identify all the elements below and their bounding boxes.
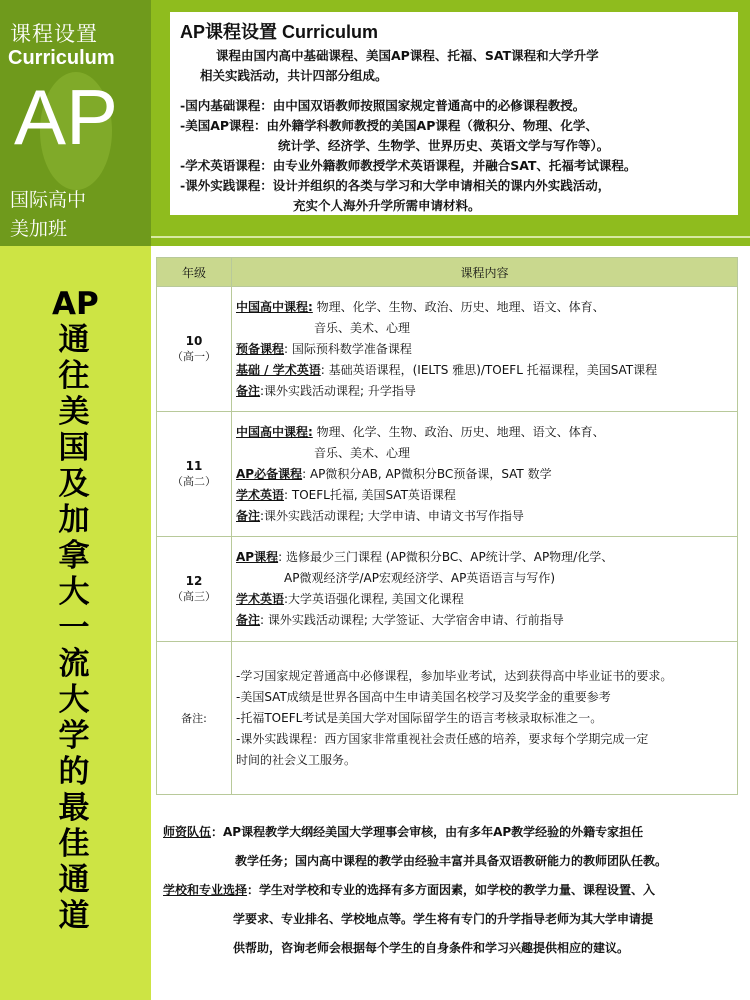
faculty-line2: 教学任务；国内高中课程的教学由经验丰富并具备双语教研能力的教师团队任教。 xyxy=(235,854,668,868)
footer-notes xyxy=(163,818,738,963)
notes-label-cell xyxy=(157,642,232,795)
course-line: 音乐、美术、心理 xyxy=(314,445,411,460)
course-line: 学术英语:大学英语强化课程, 美国文化课程 xyxy=(236,592,464,606)
note-line: -托福TOEFL考试是美国大学对国际留学生的语言考核录取标准之一。 xyxy=(236,710,603,725)
grade-label: （高二） xyxy=(172,475,216,488)
grade-cell xyxy=(157,412,232,537)
school-line1: 学校和专业选择：学生对学校和专业的选择有多方面因素，如学校的教学力量、课程设置、入 xyxy=(163,883,656,897)
curriculum-header-box xyxy=(0,0,151,246)
notes-label: 备注: xyxy=(181,712,207,725)
table-row xyxy=(157,537,738,642)
curriculum-heading: 课程设置 xyxy=(10,22,98,46)
course-line: AP课程: 选修最少三门课程 (AP微积分BC、AP统计学、AP物理/化学、 xyxy=(236,550,614,564)
school-label: 学校和专业选择 xyxy=(163,883,248,897)
faculty-line1: 师资队伍：AP课程教学大纲经美国大学理事会审核，由有多年AP教学经验的外籍专家担任 xyxy=(163,825,644,839)
intro-bullet-practice-cont: 充实个人海外升学所需申请材料。 xyxy=(293,198,481,213)
grade-label: （高一） xyxy=(172,350,216,363)
grade-label: （高三） xyxy=(172,590,216,603)
course-content-cell xyxy=(232,287,738,412)
table-row xyxy=(157,287,738,412)
course-table xyxy=(156,257,738,795)
program-caption-line2: 美加班 xyxy=(10,218,68,240)
course-line: 备注: 课外实践活动课程; 大学签证、大学宿舍申请、行前指导 xyxy=(236,613,564,627)
curriculum-subheading: Curriculum xyxy=(8,47,115,69)
vertical-slogan: AP通往美国及加拿大一流大学的最佳通道 xyxy=(52,286,99,934)
faculty-label: 师资队伍 xyxy=(163,825,212,839)
note-line: -美国SAT成绩是世界各国高中生申请美国名校学习及奖学金的重要参考 xyxy=(236,689,611,704)
intro-bullet-ap-cont: 统计学、经济学、生物学、世界历史、英语文学与写作等）。 xyxy=(278,138,610,153)
intro-summary-line1: 课程由国内高中基础课程、美国AP课程、托福、SAT课程和大学升学 xyxy=(216,48,599,63)
course-line: 中国高中课程: 物理、化学、生物、政治、历史、地理、语文、体育、 xyxy=(236,424,605,439)
table-header-row xyxy=(157,258,738,287)
course-line: 学术英语: TOEFL托福, 美国SAT英语课程 xyxy=(236,487,456,502)
header-grade: 年级 xyxy=(157,258,232,287)
grade-cell xyxy=(157,537,232,642)
ap-big-letters: AP xyxy=(14,73,119,161)
course-line: 预备课程: 国际预科数学准备课程 xyxy=(236,341,412,356)
course-line: 中国高中课程: 物理、化学、生物、政治、历史、地理、语文、体育、 xyxy=(236,299,605,314)
program-caption-line1: 国际高中 xyxy=(10,189,87,211)
intro-title: AP课程设置 Curriculum xyxy=(180,22,379,42)
course-line: 基础 / 学术英语: 基础英语课程，(IELTS 雅思)/TOEFL 托福课程，美国SAT课程 xyxy=(236,362,658,377)
intro-summary-line2: 相关实践活动，共计四部分组成。 xyxy=(200,68,388,83)
grade-number: 10 xyxy=(185,334,203,348)
notes-content-cell xyxy=(232,642,738,795)
table-row xyxy=(157,412,738,537)
course-line: AP微观经济学/AP宏观经济学、AP英语语言与写作) xyxy=(284,571,556,585)
grade-cell xyxy=(157,287,232,412)
grade-number: 12 xyxy=(185,574,203,588)
course-content-cell xyxy=(232,537,738,642)
intro-bullet-practice: -课外实践课程：设计并组织的各类与学习和大学申请相关的课内外实践活动， xyxy=(180,178,611,193)
intro-bullet-english: -学术英语课程：由专业外籍教师教授学术英语课程，并融合SAT、托福考试课程。 xyxy=(180,158,637,173)
intro-panel xyxy=(170,12,738,215)
note-line: 时间的社会义工服务。 xyxy=(236,752,357,767)
course-line: 音乐、美术、心理 xyxy=(314,320,411,335)
banner-divider xyxy=(151,236,750,238)
school-line2: 学要求、专业排名、学校地点等。学生将有专门的升学指导老师为其大学申请提 xyxy=(233,912,654,926)
course-content-cell xyxy=(232,412,738,537)
course-line: 备注:课外实践活动课程; 升学指导 xyxy=(236,383,416,398)
school-line3: 供帮助，咨询老师会根据每个学生的自身条件和学习兴趣提供相应的建议。 xyxy=(233,941,630,955)
course-line: AP必备课程: AP微积分AB, AP微积分BC预备课，SAT 数学 xyxy=(236,466,552,481)
intro-summary xyxy=(180,46,728,86)
header-content: 课程内容 xyxy=(232,258,738,287)
table-row xyxy=(157,642,738,795)
note-line: -课外实践课程：西方国家非常重视社会责任感的培养，要求每个学期完成一定 xyxy=(236,731,649,746)
intro-bullet-ap: -美国AP课程：由外籍学科教师教授的美国AP课程（微积分、物理、化学、 xyxy=(180,118,598,133)
intro-bullet-domestic: -国内基础课程：由中国双语教师按照国家规定普通高中的必修课程教授。 xyxy=(180,98,586,113)
course-line: 备注:课外实践活动课程; 大学申请、申请文书写作指导 xyxy=(236,508,524,523)
note-line: -学习国家规定普通高中必修课程，参加毕业考试，达到获得高中毕业证书的要求。 xyxy=(236,668,673,683)
grade-number: 11 xyxy=(185,459,203,473)
